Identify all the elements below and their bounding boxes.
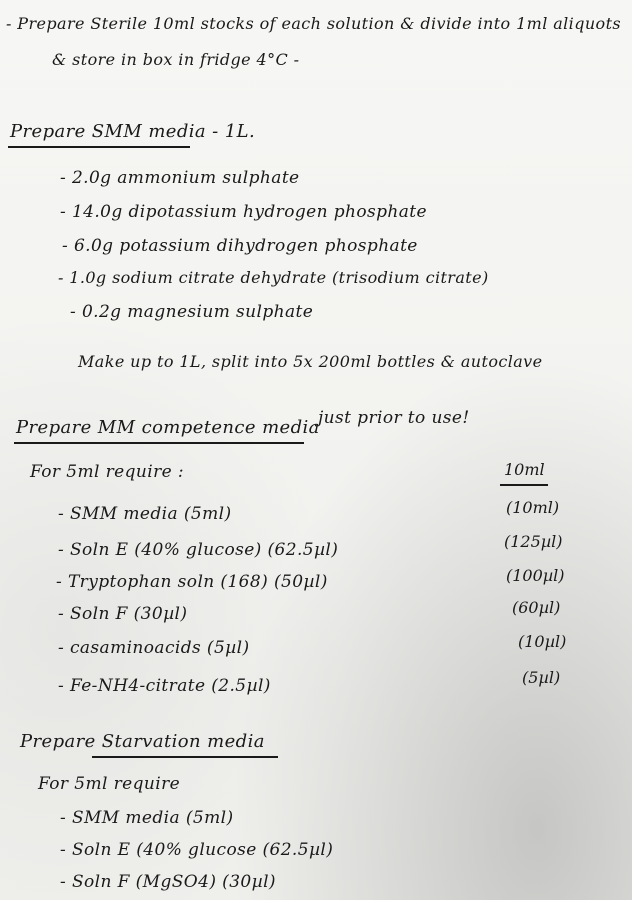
mm-item-4-scaled: (60µl) <box>512 598 561 617</box>
smm-item-4: - 1.0g sodium citrate dehydrate (trisodium citrate) <box>58 268 489 287</box>
smm-item-5: - 0.2g magnesium sulphate <box>70 302 314 322</box>
smm-note: Make up to 1L, split into 5x 200ml bottles & autoclave <box>78 352 543 371</box>
smm-item-2: - 14.0g dipotassium hydrogen phosphate <box>60 202 427 222</box>
starvation-item-3: - Soln F (MgSO4) (30µl) <box>60 872 276 892</box>
mm-heading-suffix: just prior to use! <box>318 408 470 428</box>
mm-item-6: - Fe-NH4-citrate (2.5µl) <box>58 676 271 696</box>
mm-item-2: - Soln E (40% glucose) (62.5µl) <box>58 540 339 560</box>
smm-heading: Prepare SMM media - 1L. <box>10 121 256 142</box>
smm-item-1: - 2.0g ammonium sulphate <box>60 168 300 188</box>
mm-heading-underline <box>14 442 304 444</box>
mm-for-text: For 5ml require : <box>30 462 184 482</box>
smm-item-3: - 6.0g potassium dihydrogen phosphate <box>62 236 418 256</box>
mm-column-underline <box>500 484 548 486</box>
starvation-item-1: - SMM media (5ml) <box>60 808 234 828</box>
mm-item-2-scaled: (125µl) <box>504 532 563 551</box>
mm-item-1: - SMM media (5ml) <box>58 504 232 524</box>
mm-item-6-scaled: (5µl) <box>522 668 561 687</box>
mm-column-header: 10ml <box>504 460 545 479</box>
mm-item-1-scaled: (10ml) <box>506 498 560 517</box>
mm-item-3: - Tryptophan soln (168) (50µl) <box>56 572 328 592</box>
mm-item-3-scaled: (100µl) <box>506 566 565 585</box>
starvation-for-text: For 5ml require <box>38 774 181 794</box>
mm-item-5-scaled: (10µl) <box>518 632 567 651</box>
top-note-line-2: & store in box in fridge 4°C - <box>52 50 300 69</box>
mm-item-5: - casaminoacids (5µl) <box>58 638 250 658</box>
starvation-heading-underline <box>92 756 278 758</box>
top-note-line-1: - Prepare Sterile 10ml stocks of each solution & divide into 1ml aliquots <box>6 14 622 33</box>
starvation-item-2: - Soln E (40% glucose (62.5µl) <box>60 840 334 860</box>
mm-heading: Prepare MM competence media <box>16 417 320 438</box>
smm-heading-underline <box>8 146 190 148</box>
starvation-heading: Prepare Starvation media <box>20 731 265 752</box>
mm-item-4: - Soln F (30µl) <box>58 604 188 624</box>
